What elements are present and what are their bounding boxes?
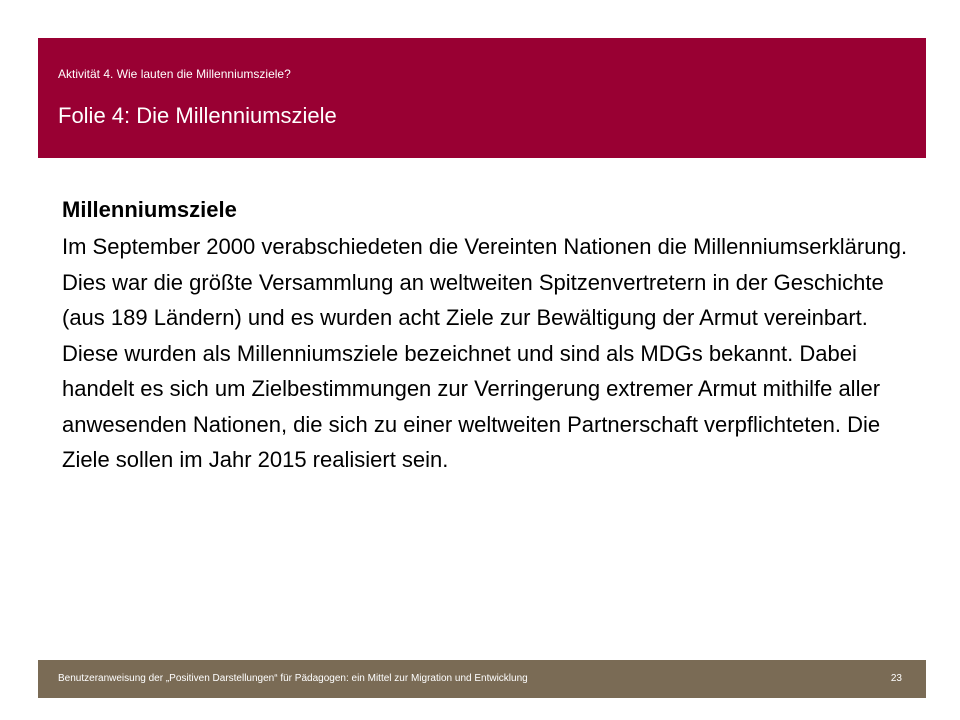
content-body: Im September 2000 verabschiedeten die Vereinten Nationen die Millenniumserklärung. Dies war die größte Versammlung an weltweiten Spitzenvertretern in der Geschichte (aus 189 Ländern) und es wurden acht Ziele zur Bewältigung der Armut vereinbart. Diese wurden als Millenniumsziele bezeichnet und sind als MDGs bekannt. Dabei handelt es sich um Zielbestimmungen zur Verringerung extremer Armut mithilfe aller anwesenden Nationen, die sich zu einer weltweiten Partnerschaft verpflichteten. Die Ziele sollen im Jahr 2015 realisiert sein. — [62, 234, 908, 472]
slide-subtitle: Aktivität 4. Wie lauten die Millenniumsziele? — [58, 67, 291, 81]
slide-footer — [38, 660, 926, 698]
slide-title: Folie 4: Die Millenniumsziele — [58, 103, 337, 128]
footer-text: Benutzeranweisung der „Positiven Darstellungen“ für Pädagogen: ein Mittel zur Migration und Entwicklung — [58, 673, 528, 684]
slide-header — [38, 38, 926, 158]
content-heading: Millenniumsziele — [62, 197, 237, 222]
page-number: 23 — [890, 673, 902, 684]
slide-content — [62, 193, 912, 478]
